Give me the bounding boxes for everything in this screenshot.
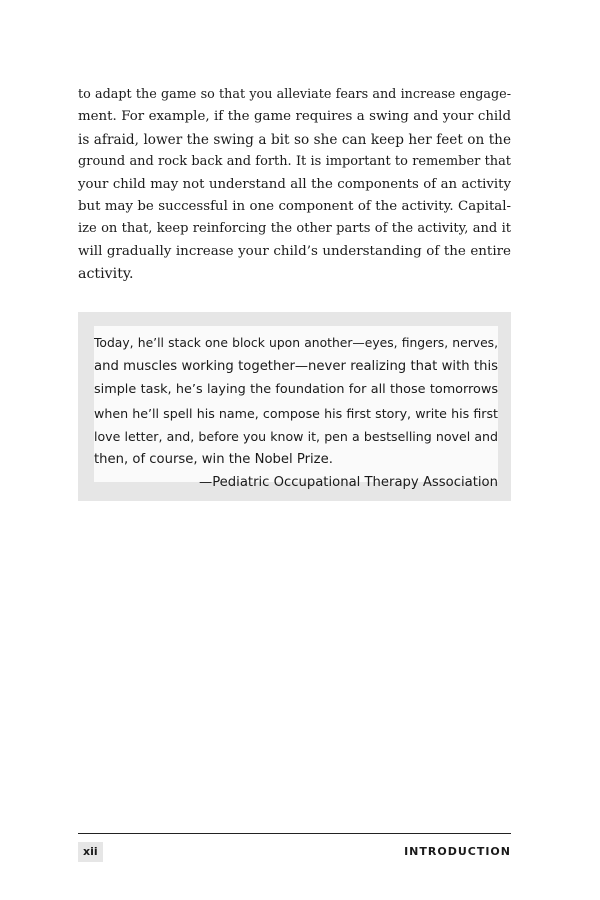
body-line: ment. For example, if the game requires a swing and your child: [78, 109, 511, 125]
page-number: xii: [78, 842, 103, 862]
quote-line: Today, he’ll stack one block upon another—eyes, fingers, nerves,: [94, 336, 498, 350]
body-line: to adapt the game so that you alleviate fears and increase engage-: [78, 87, 511, 102]
body-line: your child may not understand all the components of an activity: [78, 176, 511, 192]
body-line: will gradually increase your child’s understanding of the entire: [78, 243, 511, 259]
body-line: ize on that, keep reinforcing the other parts of the activity, and it: [78, 221, 511, 237]
quote-line: when he’ll spell his name, compose his first story, write his first: [94, 405, 498, 421]
body-line: but may be successful in one component of the activity. Capital-: [78, 199, 511, 215]
pull-quote-text: [94, 332, 498, 494]
body-line: is afraid, lower the swing a bit so she can keep her feet on the: [78, 131, 511, 148]
quote-line: simple task, he’s laying the foundation for all those tomorrows: [94, 382, 498, 398]
running-head: INTRODUCTION: [404, 845, 511, 858]
quote-attribution: —Pediatric Occupational Therapy Association: [199, 475, 498, 491]
body-paragraph: [78, 84, 511, 286]
body-line: ground and rock back and forth. It is important to remember that: [78, 154, 511, 170]
footer-rule: [78, 833, 511, 834]
body-line: activity.: [78, 266, 134, 283]
quote-line: then, of course, win the Nobel Prize.: [94, 452, 333, 468]
quote-line: love letter, and, before you know it, pen a bestselling novel and: [94, 428, 498, 444]
pull-quote-box: [78, 312, 511, 501]
pull-quote-inner: [94, 326, 498, 491]
quote-line: and muscles working together—never realizing that with this: [94, 359, 498, 375]
